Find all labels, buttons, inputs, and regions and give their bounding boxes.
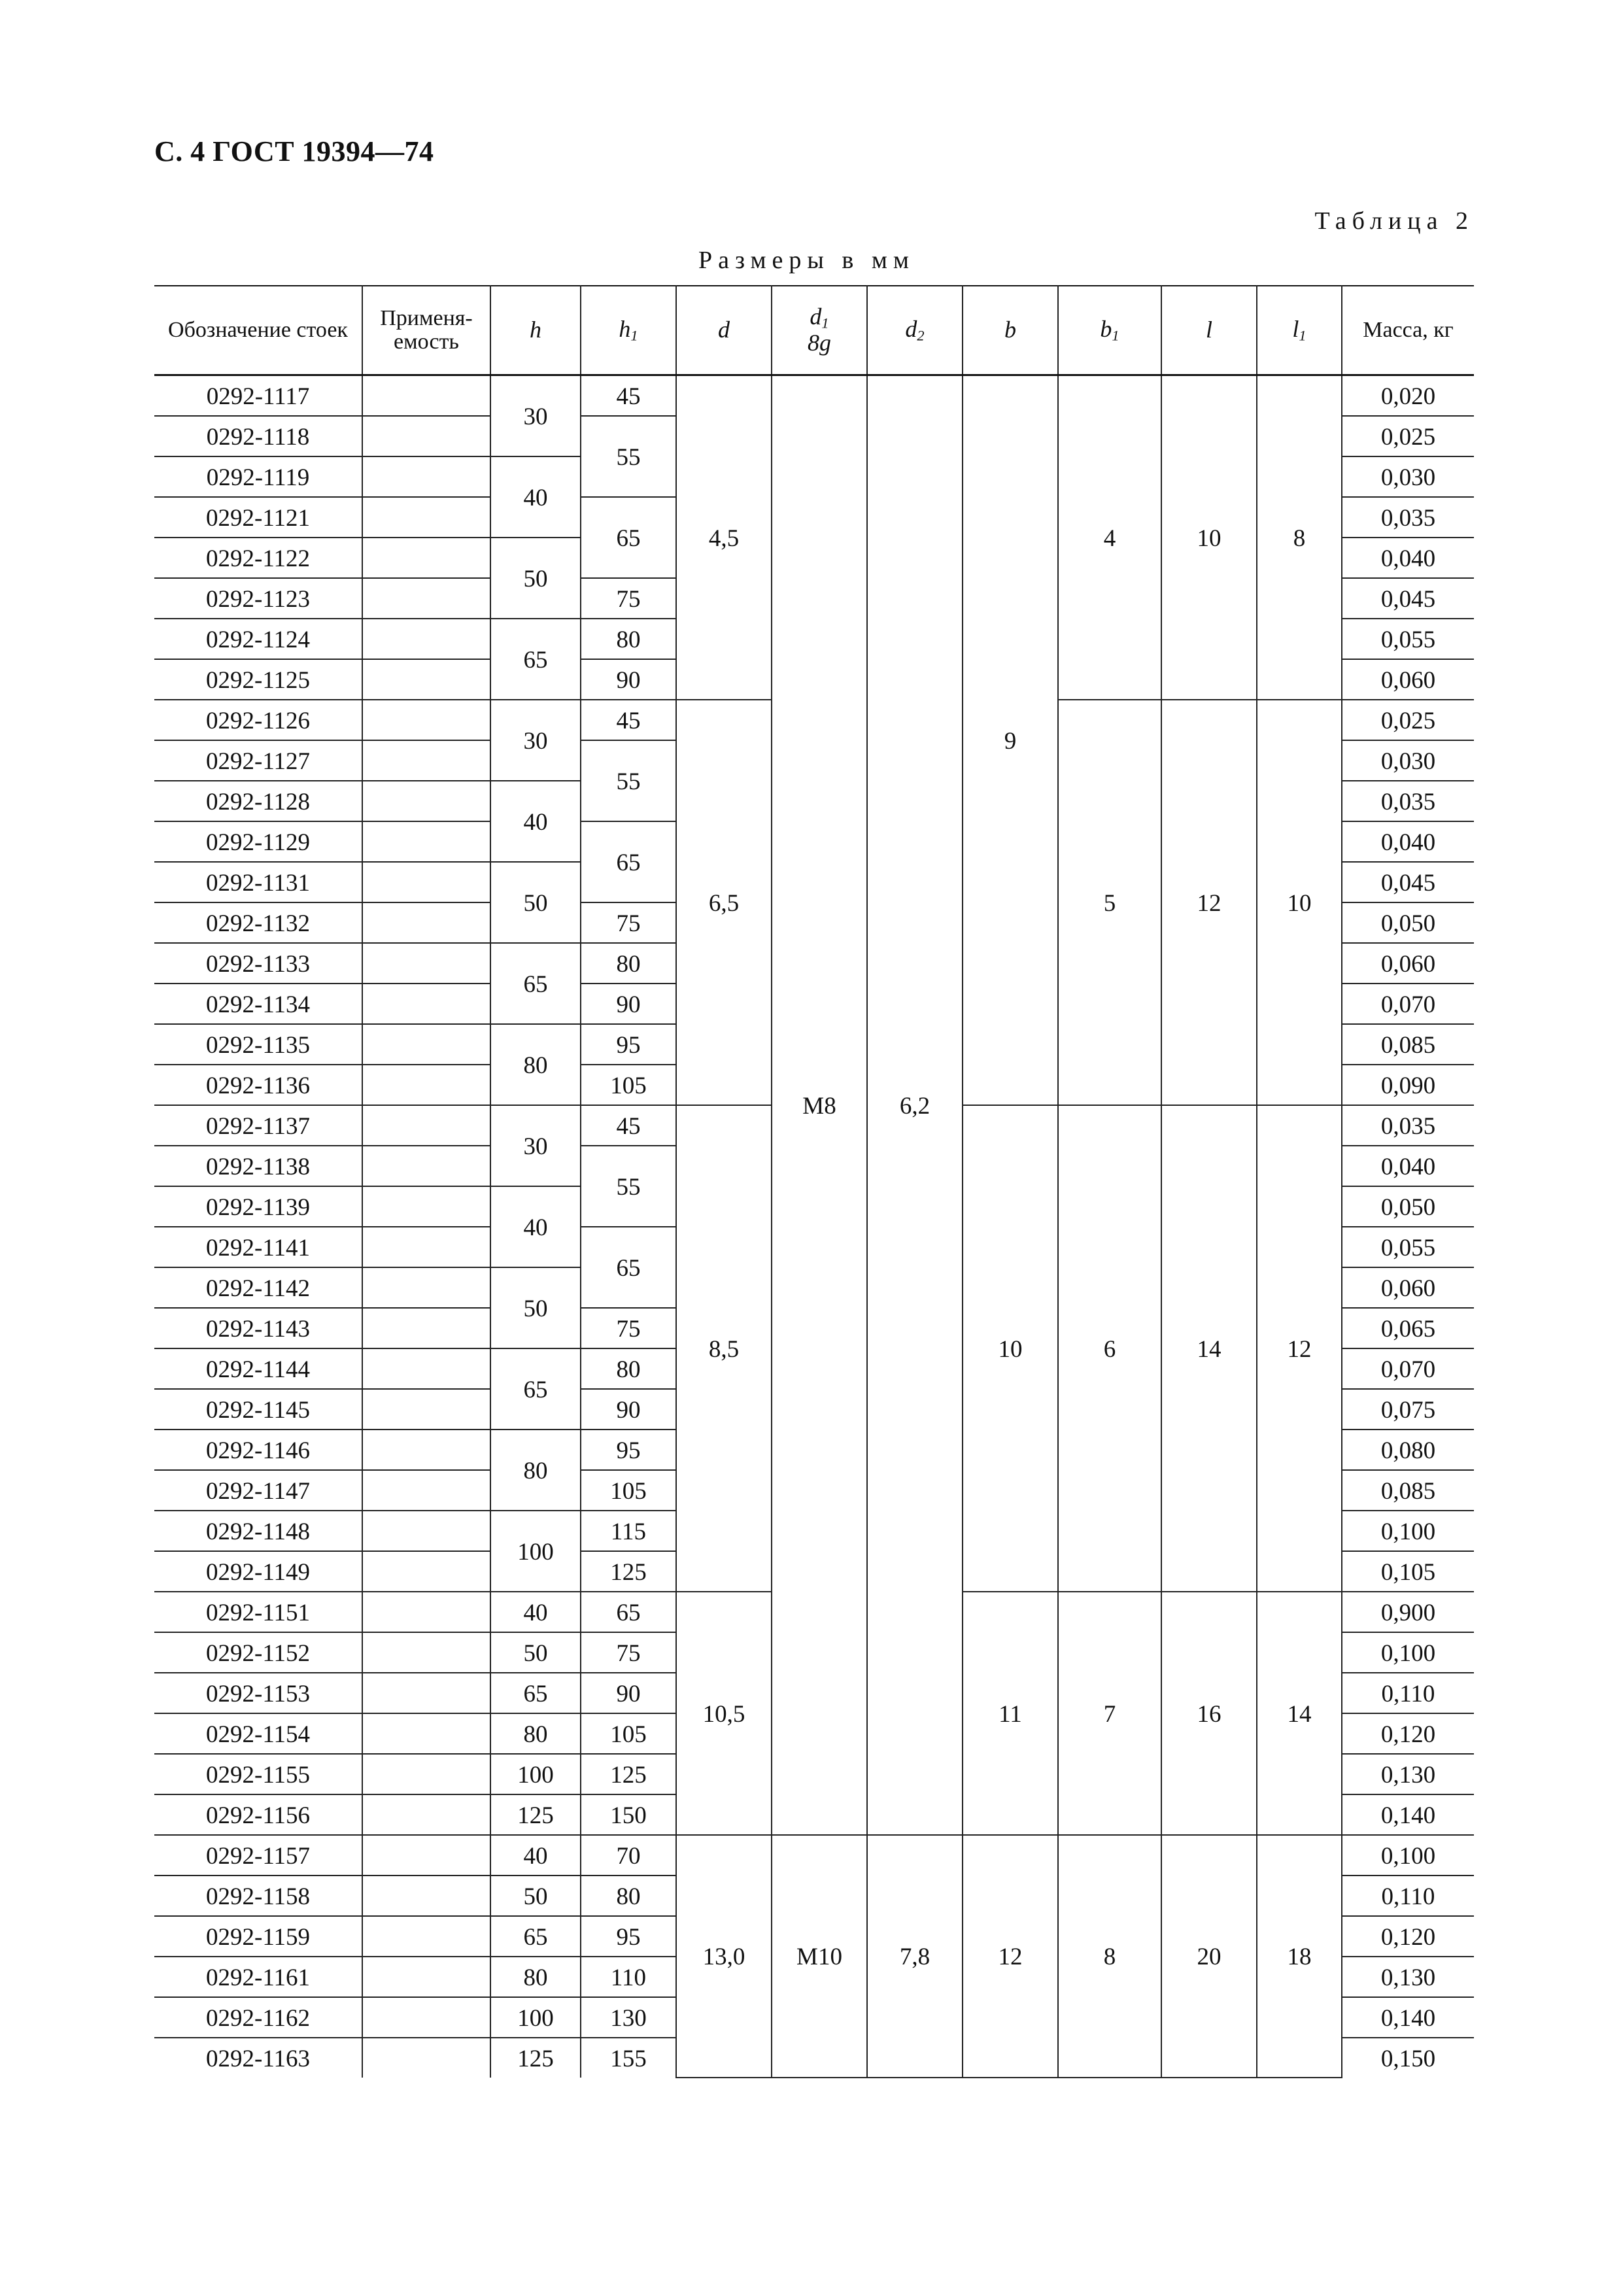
cell-applicability: [362, 1105, 490, 1146]
header-d1-label: d: [810, 303, 822, 330]
cell-designation: 0292-1152: [154, 1632, 362, 1673]
cell-b1: 8: [1058, 1835, 1161, 2078]
cell-l1: 18: [1257, 1835, 1342, 2078]
cell-h: 100: [490, 1511, 581, 1592]
cell-applicability: [362, 497, 490, 538]
cell-applicability: [362, 1794, 490, 1835]
cell-h1: 130: [581, 1997, 676, 2038]
cell-mass: 0,075: [1342, 1389, 1474, 1430]
cell-mass: 0,050: [1342, 1186, 1474, 1227]
cell-mass: 0,140: [1342, 1997, 1474, 2038]
cell-applicability: [362, 1146, 490, 1186]
table-body: [154, 375, 1474, 2078]
cell-applicability: [362, 1430, 490, 1470]
header-b1-label: b: [1100, 316, 1112, 342]
cell-h: 30: [490, 700, 581, 781]
cell-designation: 0292-1117: [154, 375, 362, 417]
cell-mass: 0,060: [1342, 659, 1474, 700]
header-b1: [1058, 286, 1161, 375]
cell-mass: 0,130: [1342, 1754, 1474, 1794]
cell-h: 40: [490, 456, 581, 538]
cell-designation: 0292-1143: [154, 1308, 362, 1348]
cell-h1: 65: [581, 1592, 676, 1632]
cell-h1: 95: [581, 1024, 676, 1065]
cell-designation: 0292-1139: [154, 1186, 362, 1227]
cell-h1: 95: [581, 1916, 676, 1957]
cell-designation: 0292-1135: [154, 1024, 362, 1065]
cell-d2: 6,2: [867, 375, 963, 1836]
cell-h1: 75: [581, 578, 676, 619]
cell-designation: 0292-1163: [154, 2038, 362, 2078]
cell-h: 65: [490, 1916, 581, 1957]
cell-h: 125: [490, 1794, 581, 1835]
cell-designation: 0292-1137: [154, 1105, 362, 1146]
cell-designation: 0292-1132: [154, 902, 362, 943]
cell-applicability: [362, 416, 490, 456]
cell-h1: 90: [581, 659, 676, 700]
cell-h1: 55: [581, 1146, 676, 1227]
cell-designation: 0292-1159: [154, 1916, 362, 1957]
cell-applicability: [362, 862, 490, 902]
cell-applicability: [362, 1876, 490, 1916]
cell-applicability: [362, 375, 490, 417]
cell-applicability: [362, 1592, 490, 1632]
cell-applicability: [362, 2038, 490, 2078]
cell-applicability: [362, 1186, 490, 1227]
cell-mass: 0,900: [1342, 1592, 1474, 1632]
cell-applicability: [362, 1024, 490, 1065]
cell-l: 16: [1161, 1592, 1257, 1835]
cell-applicability: [362, 902, 490, 943]
cell-mass: 0,030: [1342, 456, 1474, 497]
page-header: С. 4 ГОСТ 19394—74: [154, 135, 434, 167]
table-row: [154, 1835, 1474, 1876]
cell-h: 65: [490, 1348, 581, 1430]
cell-designation: 0292-1126: [154, 700, 362, 740]
cell-designation: 0292-1131: [154, 862, 362, 902]
cell-l1: 10: [1257, 700, 1342, 1105]
cell-applicability: [362, 1673, 490, 1713]
cell-h1: 115: [581, 1511, 676, 1551]
cell-mass: 0,150: [1342, 2038, 1474, 2078]
header-designation: Обозначение стоек: [154, 286, 362, 375]
cell-b: 9: [963, 375, 1058, 1106]
cell-h: 80: [490, 1713, 581, 1754]
cell-applicability: [362, 740, 490, 781]
cell-h1: 65: [581, 1227, 676, 1308]
cell-designation: 0292-1129: [154, 821, 362, 862]
cell-designation: 0292-1145: [154, 1389, 362, 1430]
table-caption: Таблица 2: [1314, 207, 1474, 235]
cell-d: 4,5: [676, 375, 772, 700]
cell-designation: 0292-1144: [154, 1348, 362, 1389]
cell-d: 8,5: [676, 1105, 772, 1592]
cell-l: 12: [1161, 700, 1257, 1105]
cell-mass: 0,055: [1342, 619, 1474, 659]
cell-d1: M10: [772, 1835, 867, 2078]
cell-mass: 0,065: [1342, 1308, 1474, 1348]
cell-h: 125: [490, 2038, 581, 2078]
cell-mass: 0,040: [1342, 538, 1474, 578]
cell-designation: 0292-1156: [154, 1794, 362, 1835]
header-h: [490, 286, 581, 375]
cell-l: 14: [1161, 1105, 1257, 1592]
cell-designation: 0292-1134: [154, 984, 362, 1024]
cell-h1: 55: [581, 416, 676, 497]
cell-designation: 0292-1162: [154, 1997, 362, 2038]
cell-h: 100: [490, 1754, 581, 1794]
cell-h1: 110: [581, 1957, 676, 1997]
cell-designation: 0292-1138: [154, 1146, 362, 1186]
cell-designation: 0292-1146: [154, 1430, 362, 1470]
header-b1-sub: 1: [1112, 327, 1119, 344]
cell-l1: 14: [1257, 1592, 1342, 1835]
cell-h1: 95: [581, 1430, 676, 1470]
cell-l: 20: [1161, 1835, 1257, 2078]
cell-designation: 0292-1158: [154, 1876, 362, 1916]
cell-applicability: [362, 1916, 490, 1957]
cell-mass: 0,070: [1342, 984, 1474, 1024]
cell-applicability: [362, 1957, 490, 1997]
cell-h: 80: [490, 1430, 581, 1511]
cell-designation: 0292-1124: [154, 619, 362, 659]
cell-h: 50: [490, 1632, 581, 1673]
cell-designation: 0292-1148: [154, 1511, 362, 1551]
cell-h1: 75: [581, 1632, 676, 1673]
cell-mass: 0,110: [1342, 1876, 1474, 1916]
cell-mass: 0,100: [1342, 1835, 1474, 1876]
cell-mass: 0,120: [1342, 1916, 1474, 1957]
cell-b1: 4: [1058, 375, 1161, 700]
cell-mass: 0,045: [1342, 862, 1474, 902]
cell-h1: 55: [581, 740, 676, 821]
header-h1-label: h: [619, 316, 631, 342]
cell-applicability: [362, 984, 490, 1024]
cell-h: 30: [490, 375, 581, 457]
cell-h1: 125: [581, 1754, 676, 1794]
cell-applicability: [362, 1835, 490, 1876]
header-d1: [772, 286, 867, 375]
cell-h: 50: [490, 1267, 581, 1348]
header-l1-sub: 1: [1299, 327, 1307, 344]
cell-applicability: [362, 659, 490, 700]
cell-l1: 12: [1257, 1105, 1342, 1592]
cell-mass: 0,100: [1342, 1632, 1474, 1673]
cell-h1: 90: [581, 1673, 676, 1713]
cell-h: 30: [490, 1105, 581, 1186]
cell-designation: 0292-1155: [154, 1754, 362, 1794]
cell-applicability: [362, 700, 490, 740]
cell-designation: 0292-1122: [154, 538, 362, 578]
header-h1-sub: 1: [630, 327, 638, 344]
cell-h: 65: [490, 1673, 581, 1713]
cell-h1: 150: [581, 1794, 676, 1835]
cell-b: 12: [963, 1835, 1058, 2078]
dimensions-table: [154, 285, 1474, 2078]
cell-applicability: [362, 1389, 490, 1430]
cell-mass: 0,025: [1342, 700, 1474, 740]
cell-h1: 65: [581, 497, 676, 578]
cell-h: 50: [490, 862, 581, 943]
header-l-label: l: [1205, 317, 1212, 343]
cell-designation: 0292-1149: [154, 1551, 362, 1592]
header-d: [676, 286, 772, 375]
cell-applicability: [362, 1754, 490, 1794]
cell-applicability: [362, 1551, 490, 1592]
cell-designation: 0292-1125: [154, 659, 362, 700]
table-header-row: [154, 286, 1474, 375]
cell-designation: 0292-1142: [154, 1267, 362, 1308]
cell-h1: 155: [581, 2038, 676, 2078]
cell-designation: 0292-1153: [154, 1673, 362, 1713]
header-b: [963, 286, 1058, 375]
cell-applicability: [362, 1267, 490, 1308]
cell-h1: 80: [581, 943, 676, 984]
cell-h1: 105: [581, 1065, 676, 1105]
cell-h: 50: [490, 1876, 581, 1916]
cell-designation: 0292-1151: [154, 1592, 362, 1632]
cell-d1: M8: [772, 375, 867, 1836]
cell-l1: 8: [1257, 375, 1342, 700]
header-d-label: d: [718, 317, 730, 343]
cell-h: 65: [490, 619, 581, 700]
cell-applicability: [362, 1713, 490, 1754]
header-l: [1161, 286, 1257, 375]
cell-mass: 0,020: [1342, 375, 1474, 417]
cell-designation: 0292-1123: [154, 578, 362, 619]
cell-mass: 0,085: [1342, 1470, 1474, 1511]
header-d2-label: d: [905, 316, 917, 342]
header-d1-tolerance: 8g: [808, 330, 831, 356]
cell-designation: 0292-1118: [154, 416, 362, 456]
cell-mass: 0,120: [1342, 1713, 1474, 1754]
cell-b1: 5: [1058, 700, 1161, 1105]
cell-applicability: [362, 1065, 490, 1105]
cell-h1: 45: [581, 375, 676, 417]
cell-b: 10: [963, 1105, 1058, 1592]
cell-mass: 0,040: [1342, 821, 1474, 862]
cell-h: 40: [490, 1835, 581, 1876]
cell-designation: 0292-1121: [154, 497, 362, 538]
cell-h1: 90: [581, 984, 676, 1024]
cell-h1: 45: [581, 1105, 676, 1146]
cell-d2: 7,8: [867, 1835, 963, 2078]
cell-d: 13,0: [676, 1835, 772, 2078]
cell-l: 10: [1161, 375, 1257, 700]
cell-designation: 0292-1119: [154, 456, 362, 497]
table-row: [154, 375, 1474, 417]
cell-mass: 0,105: [1342, 1551, 1474, 1592]
header-b-label: b: [1004, 317, 1016, 343]
cell-h1: 125: [581, 1551, 676, 1592]
cell-h: 40: [490, 1186, 581, 1267]
cell-h: 40: [490, 1592, 581, 1632]
cell-designation: 0292-1147: [154, 1470, 362, 1511]
cell-mass: 0,085: [1342, 1024, 1474, 1065]
header-l1-label: l: [1292, 316, 1299, 342]
cell-mass: 0,130: [1342, 1957, 1474, 1997]
header-h-label: h: [530, 317, 541, 343]
cell-h: 50: [490, 538, 581, 619]
cell-mass: 0,060: [1342, 943, 1474, 984]
cell-h1: 65: [581, 821, 676, 902]
header-d1-sub: 1: [821, 315, 829, 332]
header-applicability: Применя- емость: [362, 286, 490, 375]
cell-mass: 0,070: [1342, 1348, 1474, 1389]
cell-mass: 0,035: [1342, 781, 1474, 821]
cell-mass: 0,055: [1342, 1227, 1474, 1267]
units-caption: Размеры в мм: [698, 247, 915, 274]
cell-mass: 0,100: [1342, 1511, 1474, 1551]
cell-h1: 45: [581, 700, 676, 740]
cell-designation: 0292-1136: [154, 1065, 362, 1105]
cell-h: 80: [490, 1957, 581, 1997]
cell-mass: 0,025: [1342, 416, 1474, 456]
cell-d: 10,5: [676, 1592, 772, 1835]
cell-designation: 0292-1157: [154, 1835, 362, 1876]
cell-applicability: [362, 1632, 490, 1673]
cell-mass: 0,060: [1342, 1267, 1474, 1308]
cell-applicability: [362, 619, 490, 659]
cell-mass: 0,050: [1342, 902, 1474, 943]
cell-applicability: [362, 538, 490, 578]
header-h1: [581, 286, 676, 375]
header-l1: [1257, 286, 1342, 375]
cell-designation: 0292-1154: [154, 1713, 362, 1754]
cell-mass: 0,040: [1342, 1146, 1474, 1186]
cell-applicability: [362, 821, 490, 862]
cell-h1: 75: [581, 902, 676, 943]
cell-h1: 80: [581, 1876, 676, 1916]
cell-applicability: [362, 1227, 490, 1267]
cell-b1: 6: [1058, 1105, 1161, 1592]
cell-applicability: [362, 1997, 490, 2038]
cell-h1: 70: [581, 1835, 676, 1876]
cell-applicability: [362, 456, 490, 497]
header-d2-sub: 2: [917, 327, 925, 344]
cell-mass: 0,035: [1342, 1105, 1474, 1146]
cell-h1: 75: [581, 1308, 676, 1348]
cell-b1: 7: [1058, 1592, 1161, 1835]
cell-mass: 0,080: [1342, 1430, 1474, 1470]
cell-h1: 80: [581, 1348, 676, 1389]
cell-h1: 90: [581, 1389, 676, 1430]
cell-applicability: [362, 578, 490, 619]
cell-mass: 0,110: [1342, 1673, 1474, 1713]
cell-mass: 0,035: [1342, 497, 1474, 538]
cell-applicability: [362, 1308, 490, 1348]
cell-mass: 0,140: [1342, 1794, 1474, 1835]
cell-applicability: [362, 1511, 490, 1551]
cell-mass: 0,045: [1342, 578, 1474, 619]
cell-h: 80: [490, 1024, 581, 1105]
cell-designation: 0292-1133: [154, 943, 362, 984]
cell-h1: 80: [581, 619, 676, 659]
cell-designation: 0292-1141: [154, 1227, 362, 1267]
cell-h: 100: [490, 1997, 581, 2038]
cell-designation: 0292-1128: [154, 781, 362, 821]
cell-designation: 0292-1127: [154, 740, 362, 781]
cell-h1: 105: [581, 1470, 676, 1511]
cell-h: 65: [490, 943, 581, 1024]
cell-mass: 0,030: [1342, 740, 1474, 781]
cell-applicability: [362, 1470, 490, 1511]
cell-mass: 0,090: [1342, 1065, 1474, 1105]
cell-applicability: [362, 1348, 490, 1389]
cell-h: 40: [490, 781, 581, 862]
cell-applicability: [362, 781, 490, 821]
cell-applicability: [362, 943, 490, 984]
cell-b: 11: [963, 1592, 1058, 1835]
header-d2: [867, 286, 963, 375]
header-mass: Масса, кг: [1342, 286, 1474, 375]
cell-h1: 105: [581, 1713, 676, 1754]
cell-designation: 0292-1161: [154, 1957, 362, 1997]
cell-d: 6,5: [676, 700, 772, 1105]
